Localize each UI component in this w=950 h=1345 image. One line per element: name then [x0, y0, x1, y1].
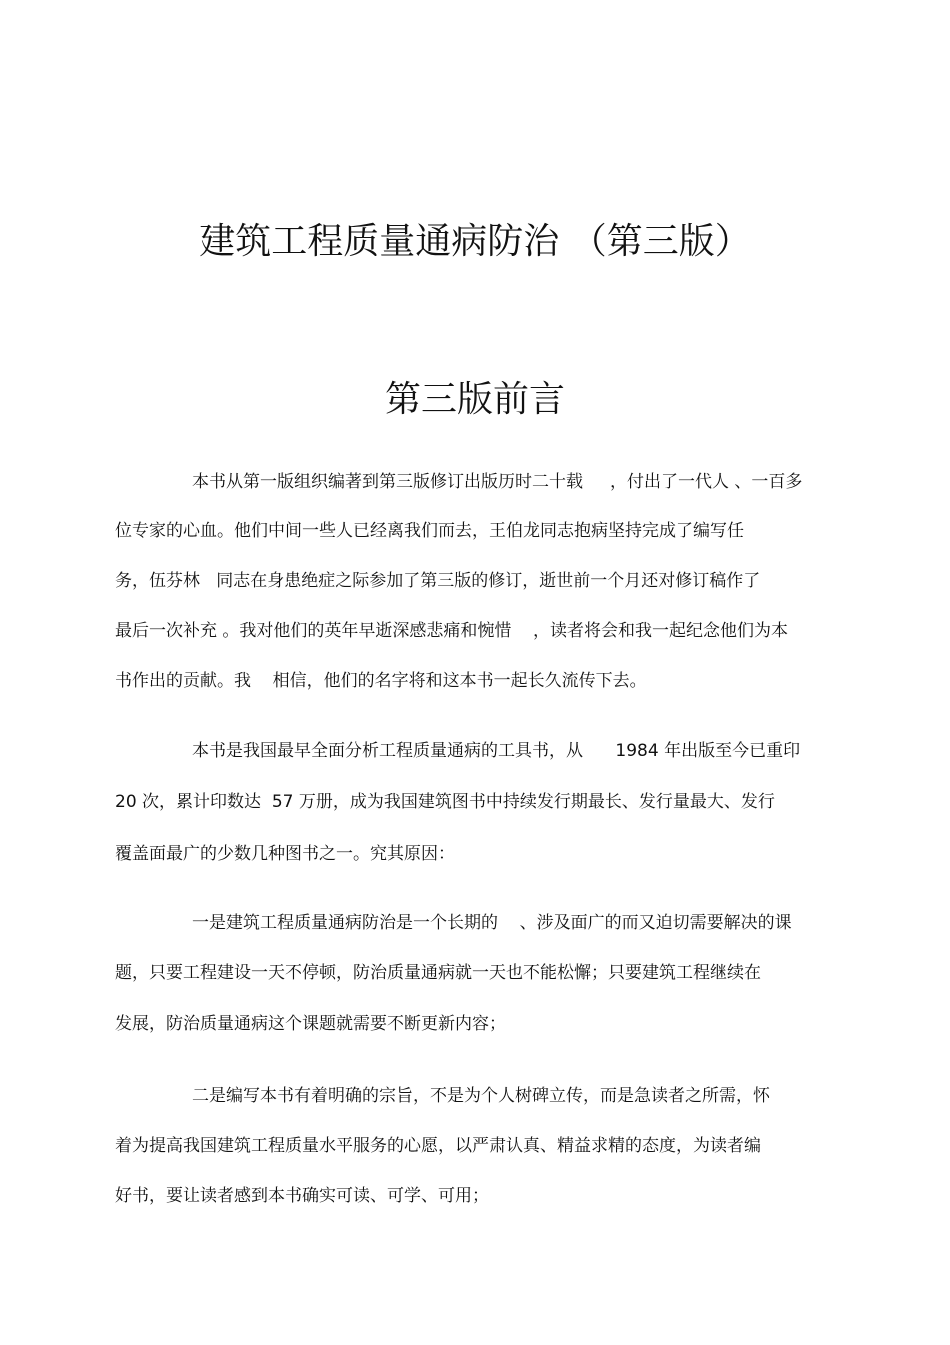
paragraph-line: 好书，要让读者感到本书确实可读、可学、可用； — [115, 1186, 489, 1206]
paragraph-line: 二是编写本书有着明确的宗旨，不是为个人树碑立传，而是急读者之所需，怀 — [192, 1086, 770, 1106]
paragraph-line: 覆盖面最广的少数几种图书之一。究其原因： — [115, 844, 455, 864]
paragraph-line: 本书是我国最早全面分析工程质量通病的工具书，从 1984 年出版至今已重印 — [192, 741, 801, 761]
paragraph-line: 题，只要工程建设一天不停顿，防治质量通病就一天也不能松懈；只要建筑工程继续在 — [115, 963, 761, 983]
paragraph-line: 一是建筑工程质量通病防治是一个长期的 、涉及面广的而又迫切需要解决的课 — [192, 913, 792, 933]
section-title: 第三版前言 — [384, 379, 565, 420]
paragraph-line: 本书从第一版组织编著到第三版修订出版历时二十载 ，付出了一代人 、一百多 — [192, 472, 803, 492]
document-title: 建筑工程质量通病防治 （第三版） — [199, 221, 751, 262]
paragraph-line: 发展，防治质量通病这个课题就需要不断更新内容； — [115, 1014, 506, 1034]
paragraph-line: 20 次，累计印数达 57 万册，成为我国建筑图书中持续发行期最长、发行量最大、发行 — [115, 792, 775, 812]
paragraph-line: 着为提高我国建筑工程质量水平服务的心愿，以严肃认真、精益求精的态度，为读者编 — [115, 1136, 761, 1156]
paragraph-line: 位专家的心血。他们中间一些人已经离我们而去，王伯龙同志抱病坚持完成了编写任 — [115, 521, 744, 541]
paragraph-line: 最后一次补充 。我对他们的英年早逝深感悲痛和惋惜 ，读者将会和我一起纪念他们为本 — [115, 621, 789, 641]
paragraph-line: 务，伍芬林 同志在身患绝症之际参加了第三版的修订，逝世前一个月还对修订稿作了 — [115, 571, 761, 591]
paragraph-line: 书作出的贡献。我 相信，他们的名字将和这本书一起长久流传下去。 — [115, 671, 647, 691]
